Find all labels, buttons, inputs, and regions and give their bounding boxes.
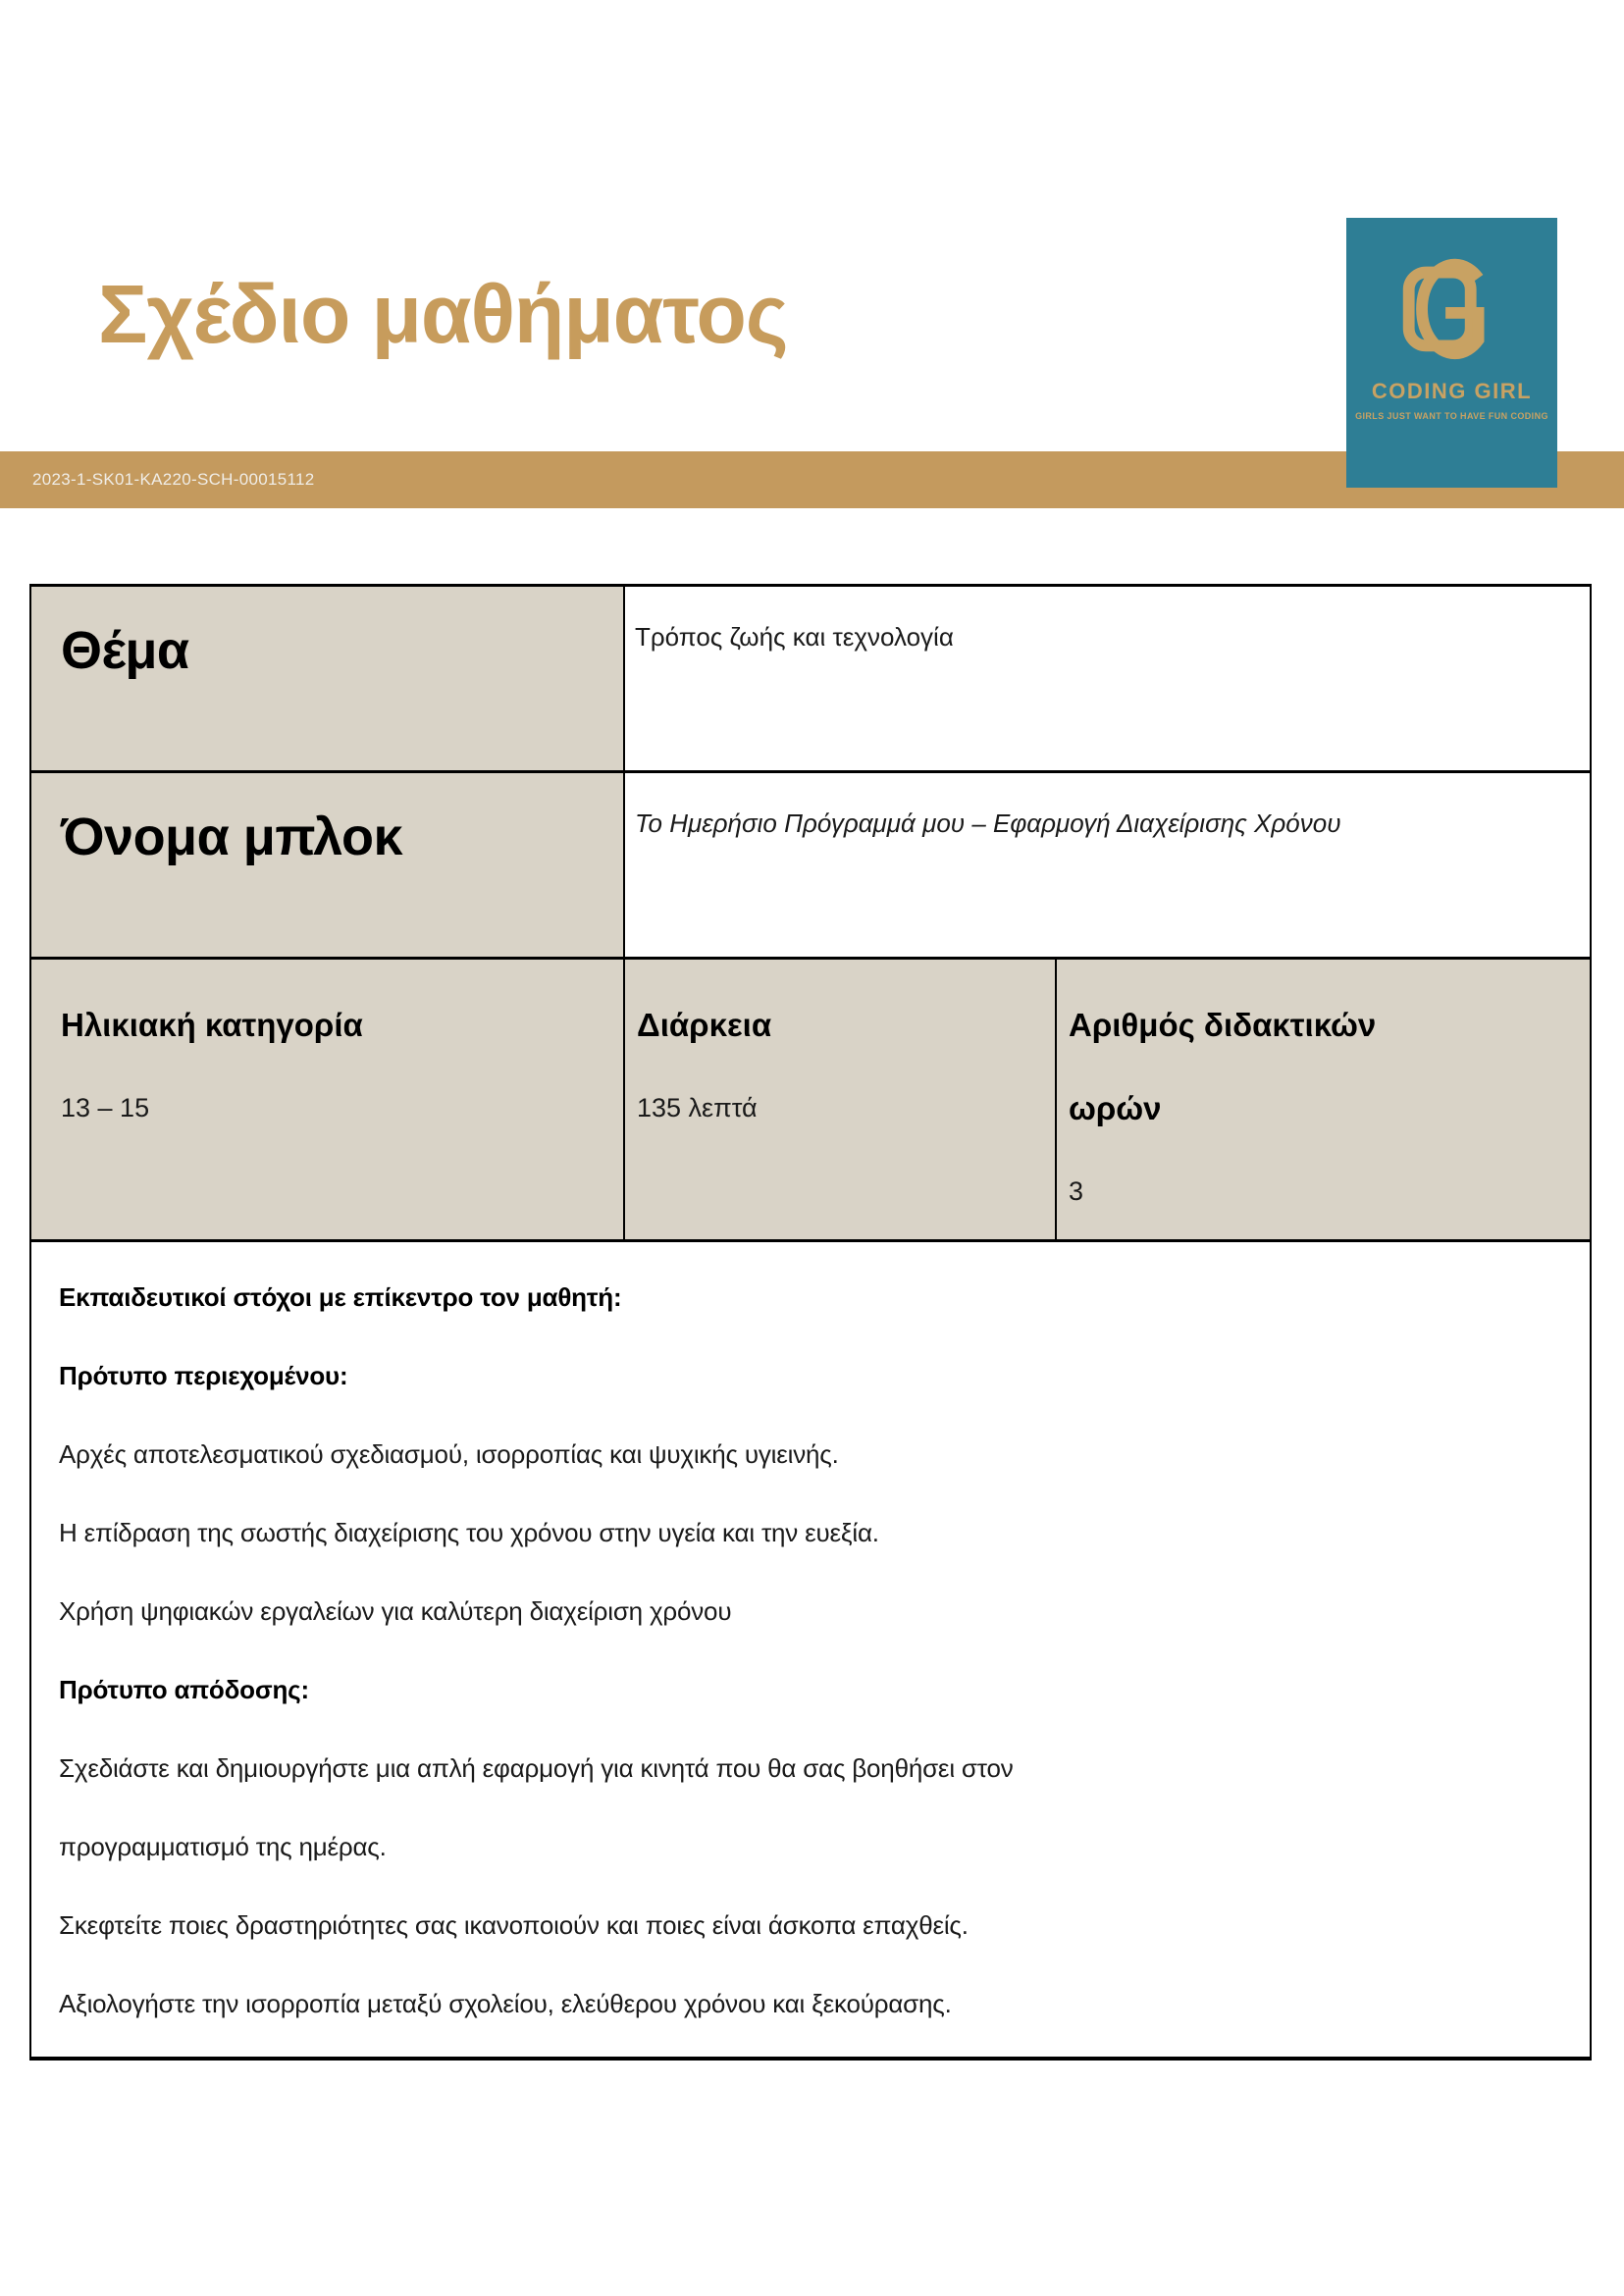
teaching-hours-value: 3 <box>1069 1176 1084 1206</box>
logo-name: CODING GIRL <box>1371 379 1533 403</box>
table-row-info <box>31 960 1590 1242</box>
age-category-cell <box>31 960 623 1239</box>
duration-value: 135 λεπτά <box>637 1093 758 1122</box>
duration-header: Διάρκεια <box>637 1007 772 1043</box>
performance-standard-line: Σκεφτείτε ποιες δραστηριότητες σας ικανοποιούν και ποιες είναι άσκοπα επαχθείς. <box>59 1910 969 1940</box>
content-standard-heading: Πρότυπο περιεχομένου: <box>59 1361 348 1390</box>
performance-standard-heading: Πρότυπο απόδοσης: <box>59 1675 309 1704</box>
theme-label-cell: Θέμα <box>31 587 623 770</box>
lesson-plan-table <box>29 584 1592 2061</box>
page-title: Σχέδιο μαθήματος <box>98 268 788 360</box>
age-category-value: 13 – 15 <box>61 1093 150 1122</box>
age-category-header: Ηλικιακή κατηγορία <box>61 1007 363 1043</box>
table-row-block-name <box>31 773 1590 960</box>
content-standard-line: Αρχές αποτελεσματικού σχεδιασμού, ισορροπίας και ψυχικής υγιεινής. <box>59 1439 839 1469</box>
logo-tagline: GIRLS JUST WANT TO HAVE FUN CODING <box>1355 411 1548 421</box>
block-name-label-cell: Όνομα μπλοκ <box>31 773 623 957</box>
cg-monogram-icon <box>1389 243 1515 369</box>
objectives-heading: Εκπαιδευτικοί στόχοι με επίκεντρο τον μαθητή: <box>59 1282 622 1312</box>
coding-girl-logo <box>1346 218 1557 488</box>
performance-standard-line: Σχεδιάστε και δημιουργήστε μια απλή εφαρμογή για κινητά που θα σας βοηθήσει στον προγραμματισμό της ημέρας. <box>59 1753 1014 1861</box>
theme-value-cell: Τρόπος ζωής και τεχνολογία <box>623 587 1590 770</box>
project-code: 2023-1-SK01-KA220-SCH-00015112 <box>32 470 315 489</box>
duration-cell <box>623 960 1055 1239</box>
teaching-hours-cell <box>1055 960 1590 1239</box>
content-standard-line: Η επίδραση της σωστής διαχείρισης του χρόνου στην υγεία και την ευεξία. <box>59 1518 879 1547</box>
table-row-objectives <box>31 1242 1590 2057</box>
performance-standard-line: Αξιολογήστε την ισορροπία μεταξύ σχολείου, ελεύθερου χρόνου και ξεκούρασης. <box>59 1989 952 2018</box>
objectives-cell <box>31 1242 1590 2057</box>
table-row-theme <box>31 587 1590 773</box>
teaching-hours-header: Αριθμός διδακτικών ωρών <box>1069 1007 1377 1126</box>
block-name-value-cell: Το Ημερήσιο Πρόγραμμά μου – Εφαρμογή Διαχείρισης Χρόνου <box>623 773 1590 957</box>
content-standard-line: Χρήση ψηφιακών εργαλείων για καλύτερη διαχείριση χρόνου <box>59 1596 732 1626</box>
